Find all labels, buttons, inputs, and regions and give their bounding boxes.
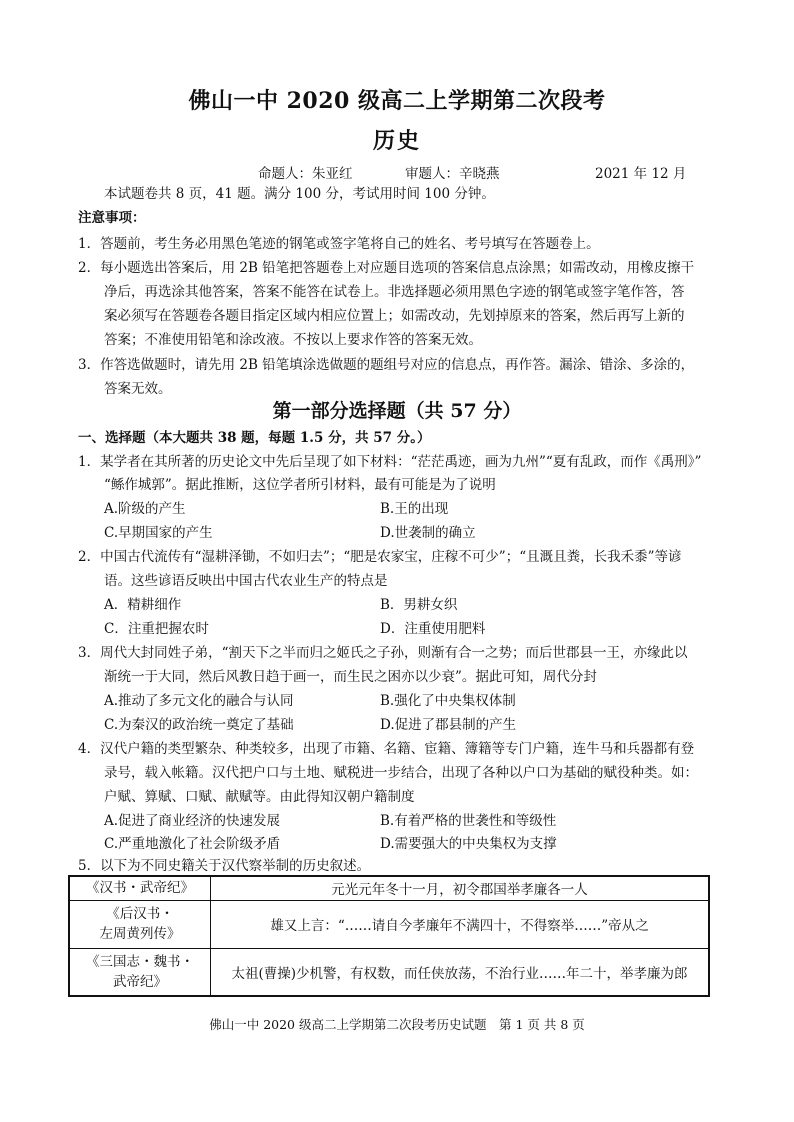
question-4-option-c: C.严重地激化了社会阶级矛盾 [104,836,281,852]
table-cell-content: 太祖(曹操)少机警，有权数，而任侠放荡，不治行业……年二十，举孝廉为郎 [211,948,710,996]
exam-title: 佛山一中 2020 级高二上学期第二次段考 [188,88,606,114]
table-cell-content: 元光元年冬十一月，初令郡国举孝廉各一人 [211,876,710,900]
author-line: 命题人：朱亚红 [258,166,353,182]
table-row [69,948,709,996]
question-2-option-c: C．注重把握农时 [104,621,209,637]
question-3-stem: 渐统一于大同，然后风教日趋于画一，而生民之困亦以少衰”。据此可知，周代分封 [104,669,597,685]
question-2-option-b: B．男耕女织 [380,597,458,613]
question-2-option-d: D．注重使用肥料 [380,621,486,637]
notice-line: 答案无效。 [104,381,172,397]
notice-line: 答案；不准使用铅笔和涂改液。不按以上要求作答的答案无效。 [104,332,482,348]
table-cell-source: 《后汉书・ 左周黄列传》 [69,900,211,948]
question-1-stem: “鲧作城郭”。据此推断，这位学者所引材料，最有可能是为了说明 [104,477,496,493]
subject-title: 历史 [372,128,421,154]
exam-info: 本试题卷共 8 页，41 题。满分 100 分，考试用时间 100 分钟。 [104,186,495,202]
question-3-option-d: D.促进了郡县制的产生 [380,717,517,733]
notice-line: 1．答题前，考生务必用黑色笔迹的钢笔或签字笔将自己的姓名、考号填写在答题卷上。 [78,236,600,252]
question-2-option-a: A．精耕细作 [104,597,182,613]
notice-line: 案必须写在答题卷各题目指定区域内相应位置上；如需改动，先划掉原来的答案，然后再写上新的 [104,308,685,324]
question-1-option-a: A.阶级的产生 [104,501,186,517]
question-1-option-c: C.早期国家的产生 [104,525,213,541]
source-table [68,875,710,997]
question-1-option-b: B.王的出现 [380,501,449,517]
notice-heading: 注意事项： [78,210,146,226]
question-4-stem: 4．汉代户籍的类型繁杂、种类较多，出现了市籍、名籍、宦籍、簿籍等专门户籍，连牛马和兵器都有登 [78,741,695,757]
question-3-option-b: B.强化了中央集权体制 [380,693,516,709]
table-cell-source: 《三国志・魏书・ 武帝纪》 [69,948,211,996]
table-row [69,876,709,900]
question-3-option-a: A.推动了多元文化的融合与认同 [104,693,294,709]
exam-date: 2021 年 12 月 [595,166,687,182]
question-2-stem: 语。这些谚语反映出中国古代农业生产的特点是 [104,573,388,589]
question-4-option-b: B.有着严格的世袭性和等级性 [380,813,557,829]
question-4-stem: 户赋、算赋、口赋、献赋等。由此得知汉朝户籍制度 [104,789,415,805]
part1-heading: 一、选择题（本大题共 38 题，每题 1.5 分，共 57 分。） [78,430,431,446]
notice-line: 2．每小题选出答案后，用 2B 铅笔把答题卷上对应题目选项的答案信息点涂黑；如需改动，用橡皮擦干 [78,260,695,276]
table-cell-content: 雄又上言：“……请自今孝廉年不满四十，不得察举……”帝从之 [211,900,710,948]
question-2-stem: 2．中国古代流传有“湿耕泽锄，不如归去”；“肥是农家宝，庄稼不可少”；“且溉且粪，长我禾黍”等谚 [78,549,682,565]
question-4-option-a: A.促进了商业经济的快速发展 [104,813,281,829]
question-3-stem: 3．周代大封同姓子弟，“割天下之半而归之姬氏之子孙，则渐有合一之势；而后世郡县一王，亦缘此以 [78,645,688,661]
table-cell-source: 《汉书・武帝纪》 [69,876,211,900]
question-5-stem: 5．以下为不同史籍关于汉代察举制的历史叙述。 [78,858,371,874]
question-1-option-d: D.世袭制的确立 [380,525,476,541]
part1-title: 第一部分选择题（共 57 分） [272,400,522,422]
question-4-option-d: D.需要强大的中央集权为支撑 [380,836,557,852]
question-1-stem: 1．某学者在其所著的历史论文中先后呈现了如下材料：“茫茫禹迹，画为九州”“夏有乱政，而作《禹刑》” [78,454,702,470]
table-row [69,900,709,948]
notice-line: 净后，再选涂其他答案，答案不能答在试卷上。非选择题必须用黑色字迹的钢笔或签字笔作答，答 [104,284,685,300]
question-3-option-c: C.为秦汉的政治统一奠定了基础 [104,717,294,733]
reviewer-line: 审题人：辛晓燕 [405,166,500,182]
question-4-stem: 录号，载入帐籍。汉代把户口与土地、赋税进一步结合，出现了各种以户口为基础的赋役种类。如： [104,765,698,781]
notice-line: 3．作答选做题时，请先用 2B 铅笔填涂选做题的题组号对应的信息点，再作答。漏涂、错涂、多涂的， [78,357,695,373]
page-footer: 佛山一中 2020 级高二上学期第二次段考历史试题 第 1 页 共 8 页 [209,1017,585,1032]
